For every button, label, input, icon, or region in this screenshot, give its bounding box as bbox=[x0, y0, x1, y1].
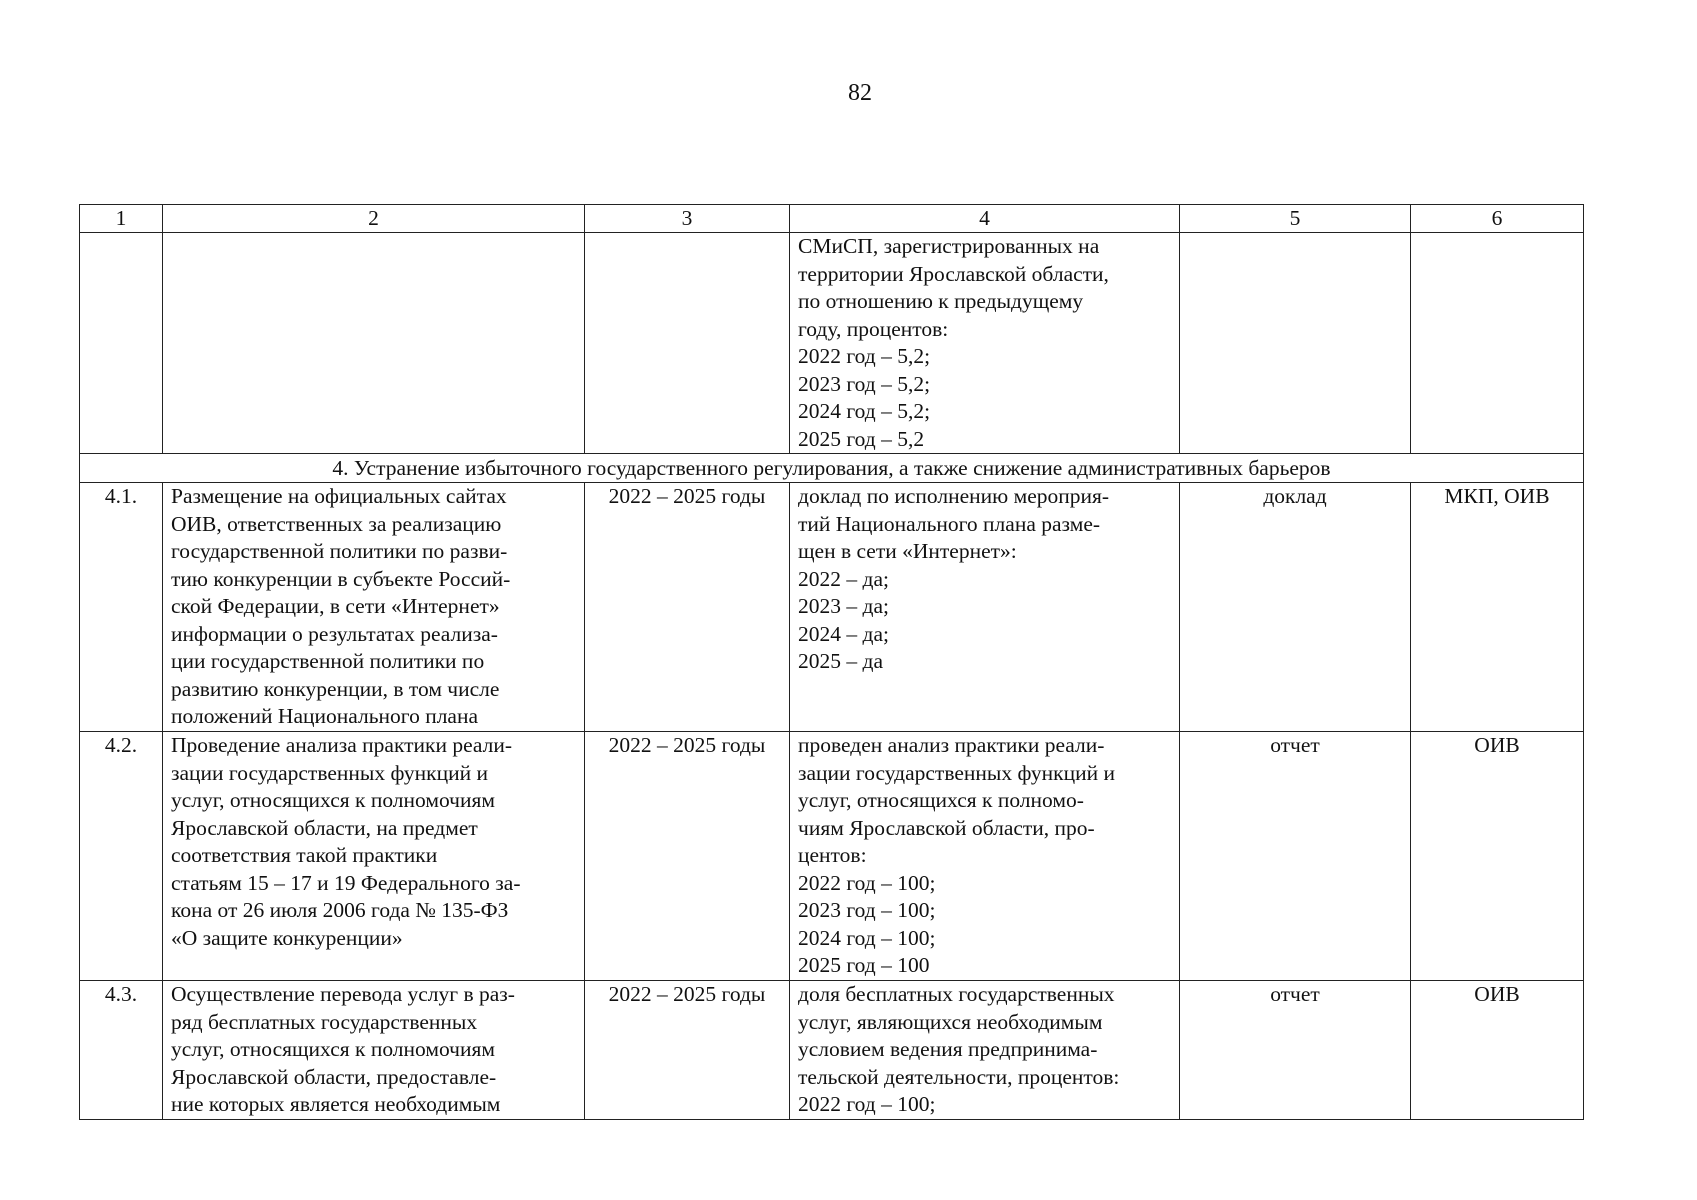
text-line: проведен анализ практики реали- bbox=[798, 733, 1105, 757]
text-line: государственной политики по разви- bbox=[171, 539, 508, 563]
column-number-3: 3 bbox=[585, 205, 790, 233]
text-line: щен в сети «Интернет»: bbox=[798, 539, 1017, 563]
text-line: ние которых является необходимым bbox=[171, 1092, 501, 1116]
column-number-1: 1 bbox=[80, 205, 163, 233]
text-line: ции государственной политики по bbox=[171, 649, 485, 673]
text-line: 2024 год – 100; bbox=[798, 925, 936, 950]
measure-cell bbox=[163, 981, 585, 1120]
column-number-row bbox=[80, 205, 1584, 233]
text-line: СМиСП, зарегистрированных на bbox=[798, 234, 1100, 258]
cell-indicator bbox=[790, 233, 1180, 454]
text-line: ской Федерации, в сети «Интернет» bbox=[171, 594, 500, 618]
text-line: территории Ярославской области, bbox=[798, 261, 1109, 286]
text-line: по отношению к предыдущему bbox=[798, 289, 1084, 313]
executor-cell: ОИВ bbox=[1411, 981, 1584, 1120]
text-line: зации государственных функций и bbox=[798, 760, 1115, 785]
text-line: 2025 год – 5,2 bbox=[798, 426, 925, 451]
column-number-5: 5 bbox=[1180, 205, 1411, 233]
cell-period bbox=[585, 233, 790, 454]
text-line: развитию конкуренции, в том числе bbox=[171, 676, 500, 701]
text-line: 2022 год – 100; bbox=[798, 870, 936, 895]
text-line: услуг, относящихся к полномо- bbox=[798, 788, 1084, 812]
text-line: услуг, относящихся к полномочиям bbox=[171, 788, 495, 812]
measure-cell bbox=[163, 732, 585, 981]
text-line: зации государственных функций и bbox=[171, 760, 488, 785]
text-line: Осуществление перевода услуг в раз- bbox=[171, 982, 515, 1006]
text-line: году, процентов: bbox=[798, 316, 949, 341]
text-line: Ярославской области, предоставле- bbox=[171, 1064, 497, 1089]
text-line: 2022 год – 100; bbox=[798, 1092, 936, 1116]
text-line: доля бесплатных государственных bbox=[798, 982, 1115, 1006]
plan-table bbox=[79, 204, 1584, 1120]
text-line: 2022 год – 5,2; bbox=[798, 344, 931, 368]
table-row bbox=[80, 732, 1584, 981]
text-line: 2024 год – 5,2; bbox=[798, 399, 931, 423]
text-line: ОИВ, ответственных за реализацию bbox=[171, 511, 502, 536]
document-cell: доклад bbox=[1180, 483, 1411, 732]
cell-measure bbox=[163, 233, 585, 454]
text-line: 2025 – да bbox=[798, 649, 883, 673]
measure-cell bbox=[163, 483, 585, 732]
text-line: условием ведения предпринима- bbox=[798, 1037, 1098, 1061]
text-line: доклад по исполнению мероприя- bbox=[798, 484, 1110, 508]
text-line: кона от 26 июля 2006 года № 135-ФЗ bbox=[171, 898, 509, 922]
text-line: 2022 – да; bbox=[798, 566, 889, 591]
indicator-cell bbox=[790, 483, 1180, 732]
continuation-row bbox=[80, 233, 1584, 454]
text-line: информации о результатах реализа- bbox=[171, 621, 498, 646]
text-line: соответствия такой практики bbox=[171, 843, 438, 867]
table-row bbox=[80, 981, 1584, 1120]
document-cell: отчет bbox=[1180, 981, 1411, 1120]
text-line: тий Национального плана разме- bbox=[798, 511, 1101, 536]
text-line: Проведение анализа практики реали- bbox=[171, 733, 513, 757]
text-line: статьям 15 – 17 и 19 Федерального за- bbox=[171, 870, 521, 895]
period-cell: 2022 – 2025 годы bbox=[585, 981, 790, 1120]
table-row bbox=[80, 483, 1584, 732]
cell-num bbox=[80, 233, 163, 454]
indicator-cell bbox=[790, 981, 1180, 1120]
text-line: 2024 – да; bbox=[798, 621, 889, 646]
text-line: 2023 год – 5,2; bbox=[798, 371, 931, 396]
indicator-cell bbox=[790, 732, 1180, 981]
text-line: Ярославской области, на предмет bbox=[171, 815, 478, 840]
period-cell: 2022 – 2025 годы bbox=[585, 732, 790, 981]
document-cell: отчет bbox=[1180, 732, 1411, 981]
text-line: ряд бесплатных государственных bbox=[171, 1009, 478, 1034]
row-number: 4.1. bbox=[80, 483, 163, 732]
period-cell: 2022 – 2025 годы bbox=[585, 483, 790, 732]
section-title: 4. Устранение избыточного государственного регулирования, а также снижение административных барьеров bbox=[80, 454, 1584, 483]
text-line: услуг, относящихся к полномочиям bbox=[171, 1037, 495, 1061]
section-row bbox=[80, 454, 1584, 483]
executor-cell: ОИВ bbox=[1411, 732, 1584, 981]
cell-document bbox=[1180, 233, 1411, 454]
row-number: 4.3. bbox=[80, 981, 163, 1120]
text-line: чиям Ярославской области, про- bbox=[798, 815, 1095, 840]
text-line: Размещение на официальных сайтах bbox=[171, 484, 507, 508]
page-number: 82 bbox=[848, 80, 872, 106]
cell-executor bbox=[1411, 233, 1584, 454]
row-number: 4.2. bbox=[80, 732, 163, 981]
column-number-4: 4 bbox=[790, 205, 1180, 233]
text-line: услуг, являющихся необходимым bbox=[798, 1009, 1103, 1034]
column-number-6: 6 bbox=[1411, 205, 1584, 233]
text-line: 2023 – да; bbox=[798, 594, 889, 618]
text-line: положений Национального плана bbox=[171, 704, 479, 728]
text-line: центов: bbox=[798, 843, 867, 867]
text-line: тию конкуренции в субъекте Россий- bbox=[171, 566, 511, 591]
text-line: 2025 год – 100 bbox=[798, 953, 930, 977]
text-line: «О защите конкуренции» bbox=[171, 925, 403, 950]
text-line: тельской деятельности, процентов: bbox=[798, 1064, 1120, 1089]
executor-cell: МКП, ОИВ bbox=[1411, 483, 1584, 732]
column-number-2: 2 bbox=[163, 205, 585, 233]
text-line: 2023 год – 100; bbox=[798, 898, 936, 922]
